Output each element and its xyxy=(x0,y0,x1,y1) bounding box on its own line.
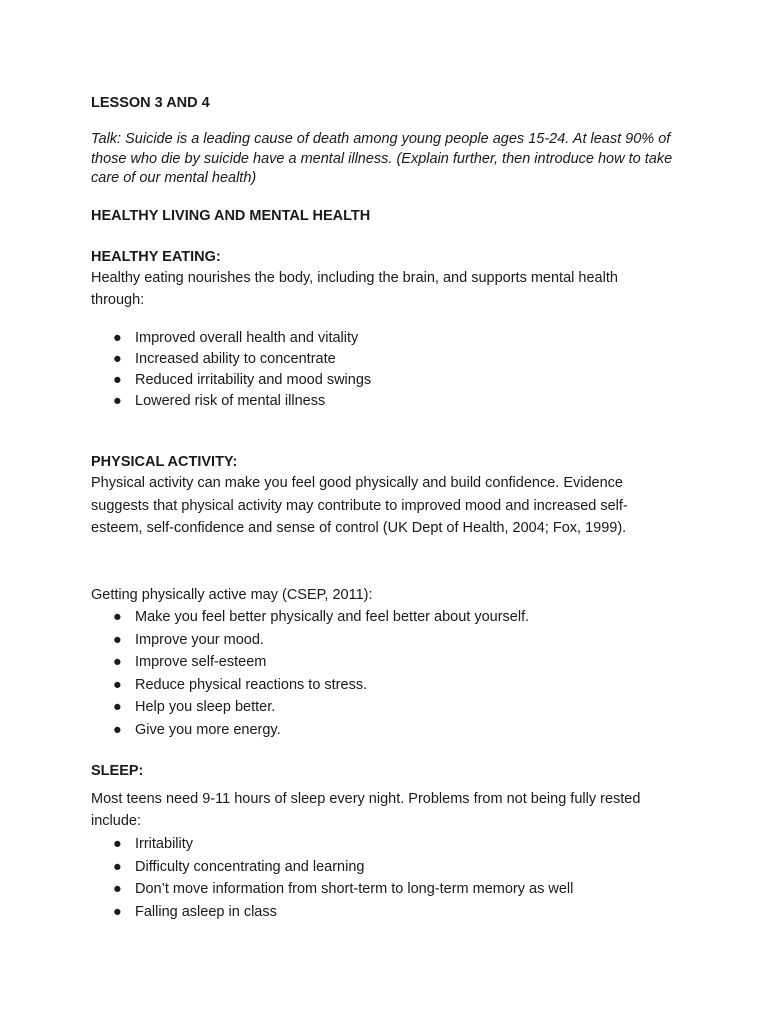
physical-activity-intro: Getting physically active may (CSEP, 2011): xyxy=(91,587,373,603)
bullet-icon: ● xyxy=(113,372,122,388)
bullet-icon: ● xyxy=(113,351,122,367)
sleep-intro: Most teens need 9-11 hours of sleep every night. Problems from not being fully rested include: xyxy=(91,791,641,829)
bullet-icon: ● xyxy=(113,881,122,897)
bullet-icon: ● xyxy=(113,393,122,409)
bullet-icon: ● xyxy=(113,836,122,852)
bullet-icon: ● xyxy=(113,609,122,625)
bullet-icon: ● xyxy=(113,903,122,920)
sleep-list xyxy=(91,833,573,923)
physical-activity-paragraph: Physical activity can make you feel good physically and build confidence. Evidence suggests that physical activity may contribute to improved mood and increased self-esteem, self-confidence and sense of control (UK Dept of Health, 2004; Fox, 1999). xyxy=(91,475,628,536)
bullet-icon: ● xyxy=(113,676,122,693)
list-item: ● Don’t move information from short-term to long-term memory as well xyxy=(91,878,573,901)
list-item: ● Help you sleep better. xyxy=(91,696,529,719)
list-item: ● Make you feel better physically and feel better about yourself. xyxy=(91,606,529,629)
list-item: ● Lowered risk of mental illness xyxy=(91,391,371,412)
bullet-icon: ● xyxy=(113,721,122,738)
list-item: ● Give you more energy. xyxy=(91,719,529,742)
bullet-icon: ● xyxy=(113,654,122,670)
bullet-icon: ● xyxy=(113,699,122,715)
healthy-eating-intro: Healthy eating nourishes the body, including the brain, and supports mental health through: xyxy=(91,270,618,308)
section-title: HEALTHY LIVING AND MENTAL HEALTH xyxy=(91,208,371,224)
talk-note: Talk: Suicide is a leading cause of death among young people ages 15-24. At least 90% of those who die by suicide have a mental illness. (Explain further, then introduce how to take care of our mental health) xyxy=(91,131,673,186)
list-item: ● Improve self-esteem xyxy=(91,651,529,674)
physical-activity-heading: PHYSICAL ACTIVITY: xyxy=(91,454,238,470)
lesson-title: LESSON 3 AND 4 xyxy=(91,95,210,111)
list-item: ● Difficulty concentrating and learning xyxy=(91,856,573,879)
list-item: ● Reduce physical reactions to stress. xyxy=(91,674,529,697)
list-item: ● Improved overall health and vitality xyxy=(91,328,371,349)
list-item: ● Falling asleep in class xyxy=(91,901,573,924)
bullet-icon: ● xyxy=(113,858,122,875)
list-item: ● Increased ability to concentrate xyxy=(91,349,371,370)
list-item: ● Reduced irritability and mood swings xyxy=(91,370,371,391)
healthy-eating-list xyxy=(91,328,371,412)
bullet-icon: ● xyxy=(113,631,122,648)
list-item: ● Irritability xyxy=(91,833,573,856)
bullet-icon: ● xyxy=(113,330,122,346)
list-item: ● Improve your mood. xyxy=(91,629,529,652)
healthy-eating-heading: HEALTHY EATING: xyxy=(91,249,221,265)
physical-activity-list xyxy=(91,606,529,741)
sleep-heading: SLEEP: xyxy=(91,763,144,779)
